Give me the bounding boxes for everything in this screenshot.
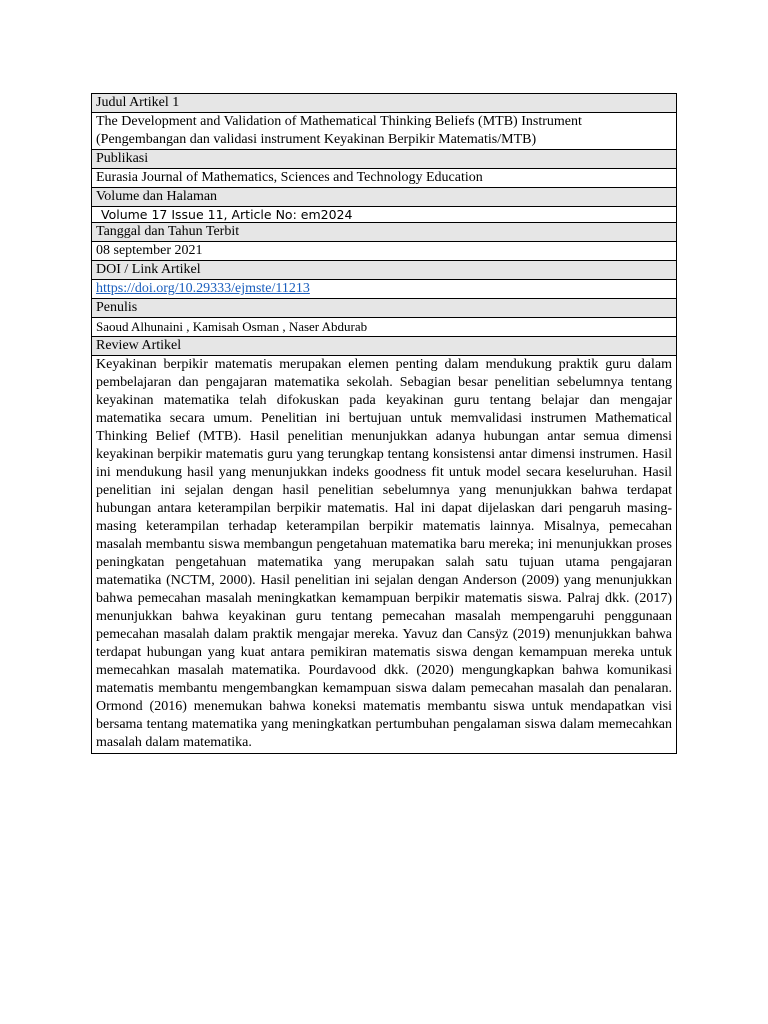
row-judul-label <box>92 94 677 113</box>
article-review-document <box>91 93 677 754</box>
row-volume-label <box>92 188 677 207</box>
row-review-value <box>92 356 677 754</box>
judul-title-indonesian: (Pengembangan dan validasi instrument Keyakinan Berpikir Matematis/MTB) <box>96 132 537 147</box>
doi-link[interactable]: https://doi.org/10.29333/ejmste/11213 <box>96 281 310 296</box>
article-info-table <box>91 93 677 754</box>
row-doi-value <box>92 280 677 299</box>
row-publikasi-label <box>92 150 677 169</box>
judul-label: Judul Artikel 1 <box>92 94 677 113</box>
volume-value: Volume 17 Issue 11, Article No: em2024 <box>92 207 677 223</box>
row-review-label <box>92 337 677 356</box>
penulis-label: Penulis <box>92 299 677 318</box>
row-publikasi-value <box>92 169 677 188</box>
row-penulis-label <box>92 299 677 318</box>
review-text: Keyakinan berpikir matematis merupakan elemen penting dalam mendukung praktik guru dalam pembelajaran dan pengajaran matematika sekolah. Sebagian besar penelitian sebelumnya tentang keyakinan matematika telah difokuskan pada keyakinan guru tentang belajar dan mengajar matematika secara umum. Penelitian ini bertujuan untuk memvalidasi instrumen Mathematical Thinking Belief (MTB). Hasil penelitian menunjukkan adanya hubungan antar semua dimensi keyakinan berpikir matematis guru yang terungkap tentang konsistensi antar dimensi instrumen. Hasil ini mendukung hasil yang menunjukkan indeks goodness fit untuk model secara keseluruhan. Hasil penelitian ini sejalan dengan hasil penelitian sebelumnya yang menunjukkan bahwa terdapat hubungan antara keterampilan berpikir matematis. Hal ini dapat dijelaskan dari pengaruh masing-masing keterampilan terhadap keterampilan berpikir matematis lainnya. Misalnya, pemecahan masalah membantu siswa membangun pengetahuan matematika baru mereka; ini menunjukkan proses peningkatan pengetahuan matematika yang merupakan salah satu tujuan utama pengajaran matematika (NCTM, 2000). Hasil penelitian ini sejalan dengan Anderson (2009) yang menunjukkan bahwa pemecahan masalah meningkatkan kemampuan berpikir matematis siswa. Palraj dkk. (2017) menunjukkan bahwa keyakinan guru tentang pemecahan masalah mempengaruhi penggunaan pemecahan masalah dalam praktik mengajar mereka. Yavuz dan Cansÿz (2019) menunjukkan bahwa terdapat hubungan yang kuat antara pemikiran matematis siswa dengan kemampuan mereka untuk memecahkan masalah matematika. Pourdavood dkk. (2020) mengungkapkan bahwa komunikasi matematis membantu mengembangkan kemampuan siswa dalam pemecahan masalah dan penalaran. Ormond (2016) menemukan bahwa koneksi matematis membantu siswa untuk mendapatkan visi bersama tentang matematika yang meningkatkan pertumbuhan pengalaman siswa dalam memecahkan masalah dalam matematika. <box>92 356 677 754</box>
publikasi-label: Publikasi <box>92 150 677 169</box>
doi-cell <box>92 280 677 299</box>
judul-value <box>92 113 677 150</box>
judul-title-english: The Development and Validation of Mathematical Thinking Beliefs (MTB) Instrument <box>96 114 582 129</box>
volume-label: Volume dan Halaman <box>92 188 677 207</box>
tanggal-value: 08 september 2021 <box>92 242 677 261</box>
row-doi-label <box>92 261 677 280</box>
row-volume-value <box>92 207 677 223</box>
review-label: Review Artikel <box>92 337 677 356</box>
doi-label: DOI / Link Artikel <box>92 261 677 280</box>
tanggal-label: Tanggal dan Tahun Terbit <box>92 223 677 242</box>
row-tanggal-label <box>92 223 677 242</box>
row-penulis-value <box>92 318 677 337</box>
publikasi-value: Eurasia Journal of Mathematics, Sciences and Technology Education <box>92 169 677 188</box>
penulis-value: Saoud Alhunaini , Kamisah Osman , Naser Abdurab <box>92 318 677 337</box>
row-judul-value <box>92 113 677 150</box>
row-tanggal-value <box>92 242 677 261</box>
